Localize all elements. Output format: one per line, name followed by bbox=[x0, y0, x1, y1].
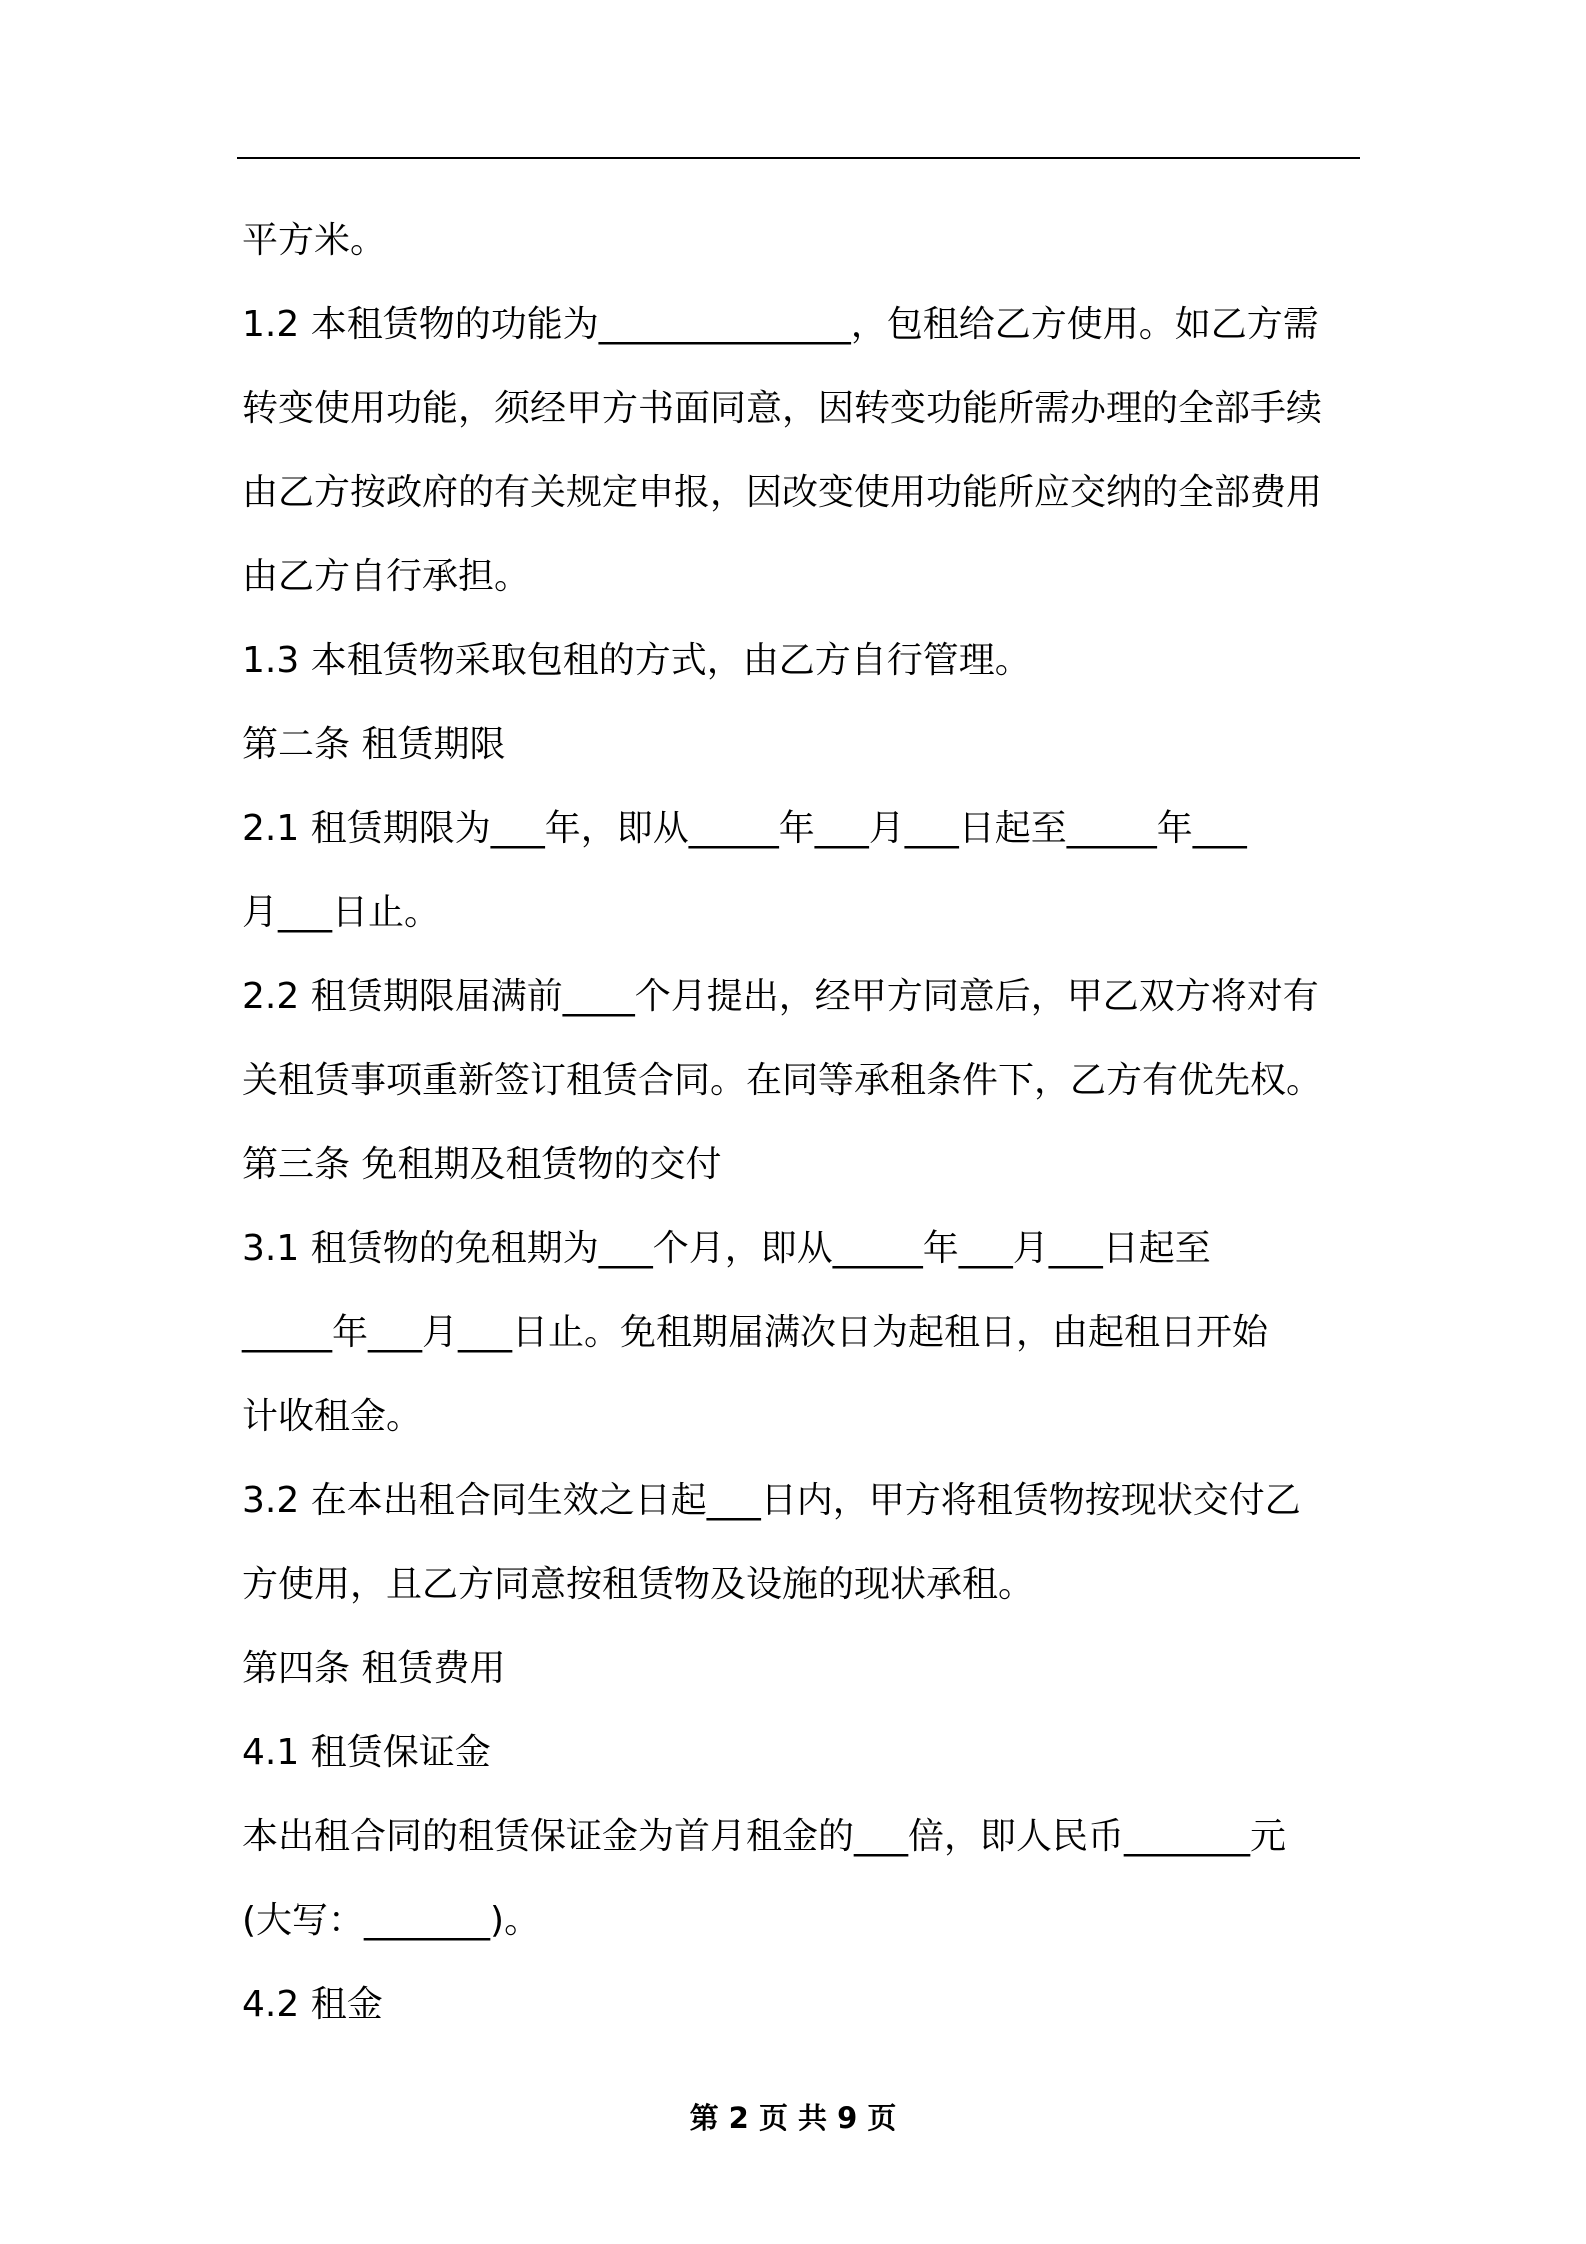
text-line: 2.2 租赁期限届满前____个月提出，经甲方同意后，甲乙双方将对有 bbox=[242, 976, 1319, 1017]
section-heading: 第二条 租赁期限 bbox=[242, 724, 506, 765]
text-line: 计收租金。 bbox=[242, 1396, 423, 1437]
section-heading: 第三条 免租期及租赁物的交付 bbox=[242, 1144, 722, 1185]
text-line: 月___日止。 bbox=[242, 892, 441, 933]
header-rule bbox=[237, 157, 1360, 159]
text-line: 1.3 本租赁物采取包租的方式，由乙方自行管理。 bbox=[242, 640, 1031, 681]
page-number-footer: 第 2 页 共 9 页 bbox=[689, 2101, 897, 2135]
section-heading: 第四条 租赁费用 bbox=[242, 1648, 506, 1689]
text-line: 2.1 租赁期限为___年，即从_____年___月___日起至_____年___ bbox=[242, 808, 1247, 849]
text-line: 3.1 租赁物的免租期为___个月，即从_____年___月___日起至 bbox=[242, 1228, 1211, 1269]
text-line: (大写：_______)。 bbox=[242, 1900, 541, 1941]
document-body bbox=[242, 199, 1360, 2047]
text-line: 转变使用功能，须经甲方书面同意，因转变功能所需办理的全部手续 bbox=[242, 388, 1323, 429]
text-line: 3.2 在本出租合同生效之日起___日内，甲方将租赁物按现状交付乙 bbox=[242, 1480, 1301, 1521]
subsection-heading: 4.1 租赁保证金 bbox=[242, 1732, 491, 1773]
text-line: 关租赁事项重新签订租赁合同。在同等承租条件下，乙方有优先权。 bbox=[242, 1060, 1323, 1101]
text-line: _____年___月___日止。免租期届满次日为起租日，由起租日开始 bbox=[242, 1312, 1269, 1353]
subsection-heading: 4.2 租金 bbox=[242, 1984, 383, 2025]
text-line: 由乙方按政府的有关规定申报，因改变使用功能所应交纳的全部费用 bbox=[242, 472, 1323, 513]
text-line: 平方米。 bbox=[242, 220, 387, 261]
text-line: 方使用，且乙方同意按租赁物及设施的现状承租。 bbox=[242, 1564, 1035, 1605]
text-line: 本出租合同的租赁保证金为首月租金的___倍，即人民币_______元 bbox=[242, 1816, 1287, 1857]
text-line: 由乙方自行承担。 bbox=[242, 556, 531, 597]
text-line: 1.2 本租赁物的功能为______________，包租给乙方使用。如乙方需 bbox=[242, 304, 1319, 345]
